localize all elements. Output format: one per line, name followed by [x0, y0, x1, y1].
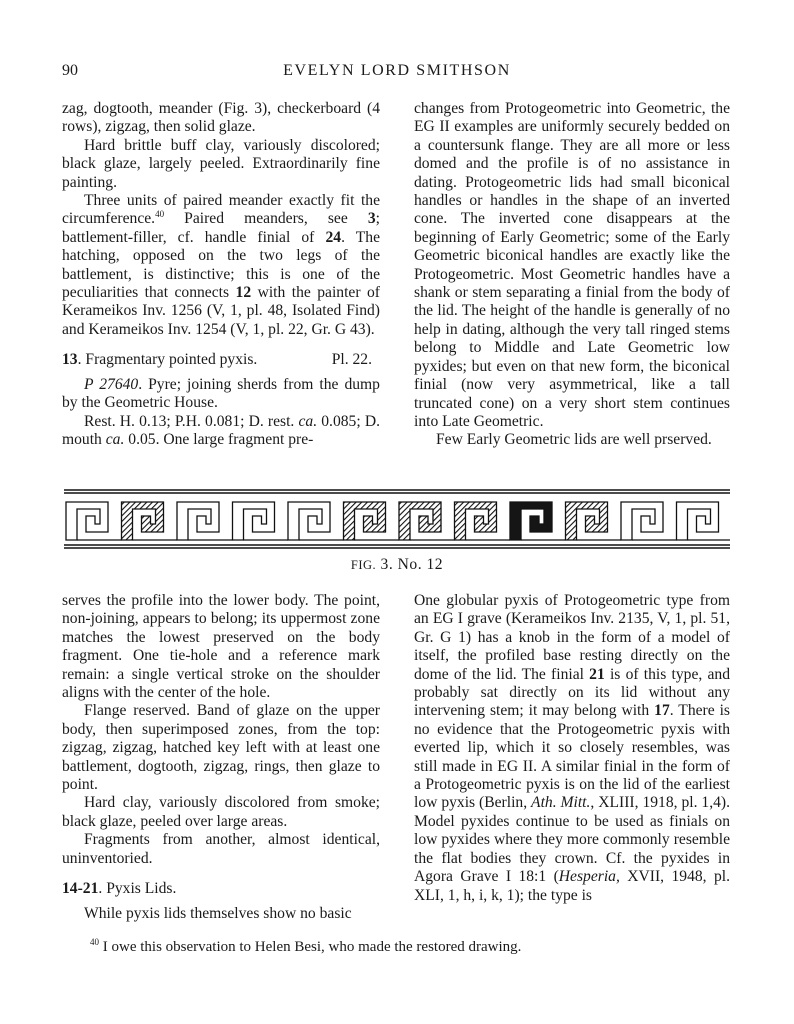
paragraph: Rest. H. 0.13; P.H. 0.081; D. rest. ca. 0.085; D. mouth ca. 0.05. One large fragment pre-: [62, 412, 380, 448]
meander-unit: [510, 502, 552, 540]
meander-unit: [621, 502, 663, 540]
left-column-top: [62, 100, 380, 449]
paragraph: Three units of paired meander exactly fit the circumference.$^{40}$ Paired meanders, see 3; battlement-filler, cf. handle finial of 24. The hatching, opposed on the two legs of the battlement, is distinctive; this is one of the peculiarities that connects 12 with the painter of Kerameikos Inv. 1256 (V, 1, pl. 48, Isolated Find) and Kerameikos Inv. 1254 (V, 1, pl. 22, Gr. G 43).: [62, 192, 381, 338]
entry-number: 14-21: [62, 880, 99, 898]
figure-caption: FIG. 3. No. 12: [350, 556, 444, 573]
paragraph: Flange reserved. Band of glaze on the upper body, then superimposed zones, from the top: zigzag, zigzag, hatched key left with at least one battlement, dogtooth, zigzag, rings, then glaze to point.: [62, 702, 380, 794]
paragraph: Fragments from another, almost identical, uninventoried.: [62, 831, 380, 867]
paragraph: zag, dogtooth, meander (Fig. 3), checkerboard (4 rows), zigzag, then solid glaze.: [62, 100, 380, 136]
meander-figure: [64, 488, 730, 550]
paragraph: Hard clay, variously discolored from smoke; black glaze, peeled over large areas.: [62, 794, 380, 830]
meander-unit: [233, 502, 275, 540]
page-header: [62, 62, 732, 86]
catalogue-entry-heading: [62, 351, 380, 369]
catalogue-ref: 17: [654, 702, 670, 720]
entry-title: . Pyxis Lids.: [98, 880, 177, 898]
meander-band-drawing: [64, 488, 730, 550]
meander-unit: [455, 502, 497, 540]
meander-unit: [288, 502, 330, 540]
catalogue-ref: 21: [589, 665, 605, 683]
footnote-ref: 40: [155, 209, 165, 220]
meander-unit: [399, 502, 441, 540]
paragraph: changes from Protogeometric into Geometric, the EG II examples are uniformly securely bedded on a countersunk flange. They are all more or less domed and the profile is of no assistance in dating. Protogeometric lids had small biconical handles or handles in the shape of an inverted cone. The inverted cone disappears at the beginning of Early Geometric; some of the Early Geometric biconical handles are exactly like the Protogeometric. Most Geometric handles have a shank or stem separating a finial from the body of the lid. The height of the handle is generally of no help in dating, although the very tall ringed stems belong to Middle and Late Geometric low pyxides; but even on that new form, the biconical finial (now very asymmetrical, like a tall truncated cone) on a very short stem continues into Late Geometric.: [414, 100, 730, 430]
meander-unit: [66, 502, 108, 540]
paragraph: One globular pyxis of Protogeometric type from an EG I grave (Kerameikos Inv. 2135, V, 1, pl. 51, Gr. G 1) has a knob in the form of a model of itself, the profiled base resting directly on the dome of the lid. The finial 21 is of this type, and probably sat directly on its lid without any intervening stem; it may belong with 17. There is no evidence that the Protogeometric pyxis with everted lip, which it so closely resembles, was still made in EG II. A similar finial in the form of a Protogeometric pyxis is on the lid of the earliest low pyxis (Berlin, Ath. Mitt., XLIII, 1918, pl. 1,4). Model pyxides continue to be used as finials on low pyxides where they more commonly resemble the flat bodies they crown. Cf. the pyxides in Agora Grave I 18:1 (Hesperia, XVII, 1948, pl. XLI, 1, h, i, k, 1); the type is: [414, 592, 731, 904]
meander-unit: [122, 502, 164, 540]
catalogue-entry-heading: [62, 880, 380, 898]
running-head: EVELYN LORD SMITHSON: [283, 62, 511, 79]
paragraph: While pyxis lids themselves show no basic: [84, 904, 352, 922]
meander-unit: [344, 502, 386, 540]
catalogue-ref: 24: [325, 228, 342, 246]
right-column-top: [414, 100, 730, 450]
entry-title: . Fragmentary pointed pyxis.: [77, 351, 258, 369]
paragraph: serves the profile into the lower body. The point, non-joining, appears to belong; its uppermost zone matches the lowest preserved on the body fragment. One tie-hole and a reference mark remain: a single vertical stroke on the shoulder aligns with the center of the hole.: [62, 592, 380, 702]
paragraph: P 27640. Pyre; joining sherds from the dump by the Geometric House.: [62, 375, 380, 412]
footnote: $^{40}$ I owe this observation to Helen Besi, who made the restored drawing.: [90, 937, 522, 955]
page-number: 90: [62, 62, 78, 79]
meander-unit: [677, 502, 719, 540]
paragraph: Few Early Geometric lids are well prserved.: [436, 431, 712, 449]
entry-number: 13: [62, 351, 78, 369]
meander-unit: [177, 502, 219, 540]
plate-ref: Pl. 22.: [331, 351, 372, 369]
left-column-bottom: [62, 592, 380, 923]
footnote-marker: 40: [90, 937, 99, 947]
catalogue-ref: 3: [367, 210, 376, 228]
inventory-number: P 27640: [84, 375, 139, 393]
meander-unit: [566, 502, 608, 540]
right-column-bottom: [414, 592, 730, 905]
catalogue-ref: 12: [235, 284, 252, 302]
paragraph: Hard brittle buff clay, variously discolored; black glaze, largely peeled. Extraordinarily fine painting.: [62, 136, 380, 191]
